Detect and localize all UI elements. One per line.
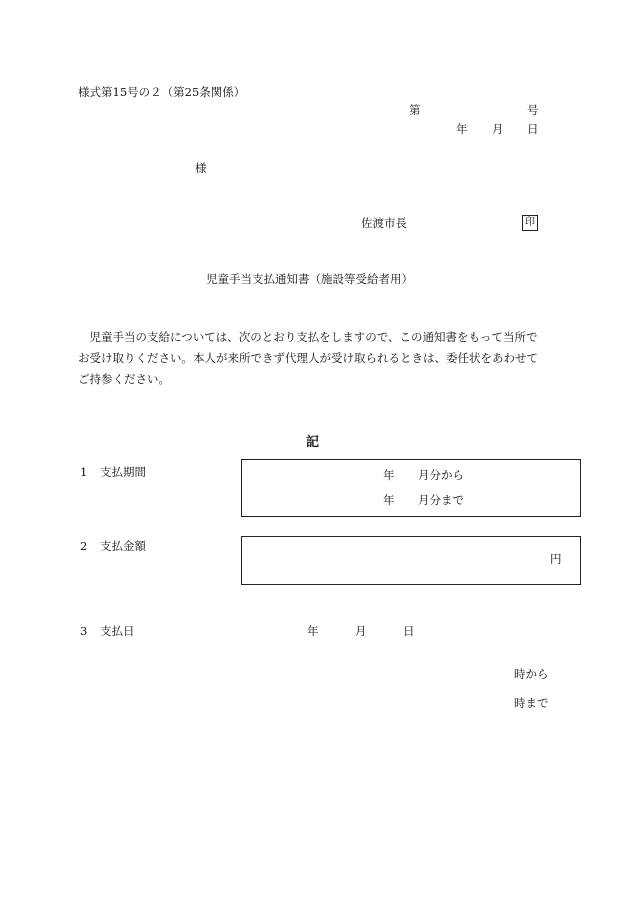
item-3-label: 支払日 [100,624,135,638]
item-1-label: 支払期間 [100,465,146,479]
issue-date-day: 日 [527,122,539,136]
item-2-label: 支払金額 [100,539,146,553]
body-line-2: お受け取りください。本人が来所できず代理人が受け取られるときは、委任状をあわせて [78,351,538,365]
time-to: 時まで [514,696,549,710]
document-title: 児童手当支払通知書（施設等受給者用） [206,272,413,286]
form-number: 様式第15号の２（第25条関係） [78,85,246,99]
payment-period-box [241,459,581,517]
period-to-year: 年 [383,493,395,507]
body-line-3: ご持参ください。 [78,372,170,386]
amount-unit: 円 [550,552,562,566]
issue-date-month: 月 [492,122,504,136]
doc-number-suffix: 号 [527,103,539,117]
body-paragraph [78,327,578,390]
issue-date-year: 年 [456,122,468,136]
period-from-text: 月分から [418,468,464,482]
period-to-text: 月分まで [418,493,464,507]
doc-number-prefix: 第 [409,103,421,117]
time-from: 時から [514,667,549,681]
record-heading: 記 [306,435,320,450]
payment-date-month: 月 [355,624,367,638]
period-from-year: 年 [383,468,395,482]
item-2-number: 2 [80,539,88,553]
payment-date-day: 日 [403,624,415,638]
issuer-title: 佐渡市長 [361,216,407,230]
item-3-number: 3 [80,624,88,638]
seal-mark: 印 [522,215,538,231]
payment-date-year: 年 [307,624,319,638]
item-1-number: 1 [80,465,88,479]
payment-amount-box [241,536,581,585]
body-line-1: 児童手当の支給については、次のとおり支払をしますので、この通知書をもって当所で [89,330,538,344]
addressee-honorific: 様 [195,161,207,175]
